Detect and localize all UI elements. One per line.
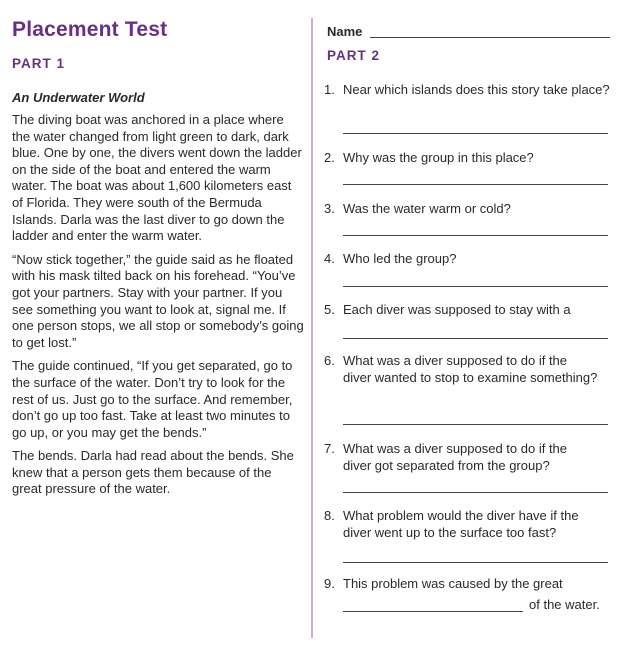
question-9-ending: of the water. (529, 597, 600, 612)
question-number: 6. (324, 353, 335, 368)
question-number: 8. (324, 508, 335, 523)
question-text: This problem was caused by the great (343, 576, 563, 591)
answer-line-8[interactable] (343, 562, 608, 563)
question-text: What problem would the diver have if the diver went up to the surface too fast? (343, 508, 579, 540)
question-6 (324, 352, 614, 386)
page-title: Placement Test (12, 18, 168, 41)
answer-line-9[interactable] (343, 611, 523, 612)
question-4 (324, 250, 614, 267)
question-8 (324, 507, 614, 541)
question-text: Who led the group? (343, 251, 457, 266)
question-number: 7. (324, 441, 335, 456)
question-text: Why was the group in this place? (343, 150, 534, 165)
story-paragraph: The bends. Darla had read about the bends. She knew that a person gets them because of the great pressure of the water. (12, 448, 294, 497)
story-paragraph: The guide continued, “If you get separated, go to the surface of the water. Don’t try to look for the rest of us. Just go to the surface. And remember, don’t go up too fast. Take at least two minutes to go up, or you may get the bends.” (12, 358, 293, 440)
question-5 (324, 301, 614, 318)
story-paragraph: The diving boat was anchored in a place where the water changed from light green to dark, dark blue. One by one, the divers went down the ladder on the side of the boat and entered the warm water. The boat was about 1,600 kilometers east of Florida. They were south of the Bermuda Islands. Darla was the last diver to go down the ladder and enter the warm water. (12, 112, 302, 244)
answer-line-5[interactable] (343, 338, 608, 339)
answer-line-1[interactable] (343, 133, 608, 134)
question-1 (324, 81, 614, 98)
part1-heading: PART 1 (12, 56, 66, 71)
question-3 (324, 200, 614, 217)
column-divider (311, 18, 313, 638)
question-number: 3. (324, 201, 335, 216)
answer-line-2[interactable] (343, 184, 608, 185)
answer-line-7[interactable] (343, 492, 608, 493)
question-text: Each diver was supposed to stay with a (343, 302, 571, 317)
answer-line-3[interactable] (343, 235, 608, 236)
question-2 (324, 149, 614, 166)
question-text: Was the water warm or cold? (343, 201, 511, 216)
story-paragraph: “Now stick together,” the guide said as he floated with his mask tilted back on his forehead. “You’ve got your partners. Stay with your partner. If you see something you want to look at, signal me. If one person stops, we all stop or somebody’s going to get lost.” (12, 251, 304, 350)
question-text: What was a diver supposed to do if the diver wanted to stop to examine something? (343, 353, 598, 385)
name-field[interactable] (370, 37, 610, 38)
question-text: What was a diver supposed to do if the diver got separated from the group? (343, 441, 568, 473)
question-number: 5. (324, 302, 335, 317)
question-text: Near which islands does this story take place? (343, 82, 610, 97)
answer-line-4[interactable] (343, 286, 608, 287)
story-title: An Underwater World (12, 90, 145, 105)
question-number: 9. (324, 576, 335, 591)
question-number: 1. (324, 82, 335, 97)
question-number: 4. (324, 251, 335, 266)
question-number: 2. (324, 150, 335, 165)
story-body (12, 112, 304, 505)
name-label: Name (327, 24, 363, 39)
question-7 (324, 440, 614, 474)
part2-heading: PART 2 (327, 48, 381, 63)
question-9 (324, 575, 614, 592)
answer-line-6[interactable] (343, 424, 608, 425)
